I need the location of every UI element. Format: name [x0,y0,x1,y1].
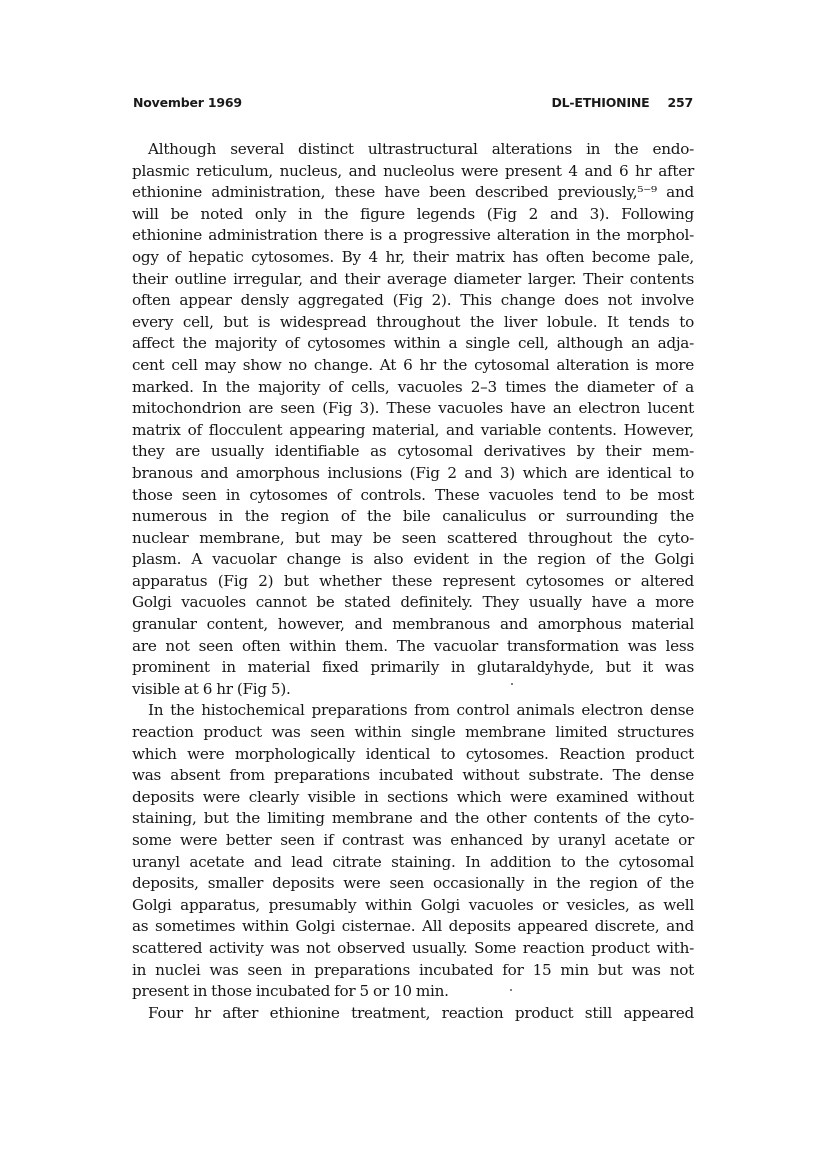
print-speck [511,683,513,685]
text-line: cent cell may show no change. At 6 hr the cytosomal alteration is more [132,355,694,374]
text-line: apparatus (Fig 2) but whether these represent cytosomes or altered [132,571,694,590]
text-line: numerous in the region of the bile canaliculus or surrounding the [132,507,694,526]
text-line: granular content, however, and membranous and amorphous material [132,615,694,634]
text-line: ogy of hepatic cytosomes. By 4 hr, their matrix has often become pale, [132,247,694,266]
text-line: every cell, but is widespread throughout the liver lobule. It tends to [132,312,694,331]
text-line: affect the majority of cytosomes within a single cell, although an adja- [132,334,694,353]
running-title-group [551,95,693,110]
text-line: Although several distinct ultrastructural alterations in the endo- [148,140,694,158]
text-line: was absent from preparations incubated without substrate. The dense [132,766,694,785]
text-line: as sometimes within Golgi cisternae. All deposits appeared discrete, and [132,917,694,936]
text-line: ethionine administration, these have been described previously,⁵⁻⁹ and [132,183,694,202]
running-title: DL-ETHIONINE [551,95,650,110]
text-line: their outline irregular, and their average diameter larger. Their contents [132,269,694,288]
text-line: reaction product was seen within single membrane limited structures [132,723,694,742]
text-line: uranyl acetate and lead citrate staining. In addition to the cytosomal [132,852,694,871]
text-line: branous and amorphous inclusions (Fig 2 and 3) which are identical to [132,463,694,482]
text-line: scattered activity was not observed usually. Some reaction product with- [132,938,694,957]
text-line: matrix of flocculent appearing material, and variable contents. However, [132,420,694,439]
text-line: plasm. A vacuolar change is also evident in the region of the Golgi [132,550,694,569]
text-line: Golgi apparatus, presumably within Golgi vacuoles or vesicles, as well [132,895,694,914]
text-line: often appear densly aggregated (Fig 2). This change does not involve [132,291,694,310]
text-line: deposits, smaller deposits were seen occasionally in the region of the [132,874,694,893]
text-line: visible at 6 hr (Fig 5). [132,679,291,698]
text-line: prominent in material fixed primarily in glutaraldyhyde, but it was [132,658,694,677]
text-line: nuclear membrane, but may be seen scattered throughout the cyto- [132,528,694,547]
text-line: Four hr after ethionine treatment, reaction product still appeared [148,1003,694,1022]
text-line: staining, but the limiting membrane and the other contents of the cyto- [132,809,694,828]
issue-date: November 1969 [133,95,242,110]
text-line: in nuclei was seen in preparations incubated for 15 min but was not [132,960,694,979]
text-line: some were better seen if contrast was enhanced by uranyl acetate or [132,831,694,849]
text-line: they are usually identifiable as cytosomal derivatives by their mem- [132,442,694,461]
page-number: 257 [667,95,693,110]
text-line: are not seen often within them. The vacuolar transformation was less [132,636,694,655]
text-line: Golgi vacuoles cannot be stated definitely. They usually have a more [132,593,694,612]
running-head [133,95,693,115]
text-line: marked. In the majority of cells, vacuoles 2–3 times the diameter of a [132,377,694,396]
print-speck [510,989,512,991]
article-body [132,139,694,1024]
text-line: deposits were clearly visible in sections which were examined without [132,787,694,806]
text-line: which were morphologically identical to cytosomes. Reaction product [132,744,694,763]
text-line: plasmic reticulum, nucleus, and nucleolus were present 4 and 6 hr after [132,161,694,180]
text-line: mitochondrion are seen (Fig 3). These vacuoles have an electron lucent [132,399,694,418]
text-line: ethionine administration there is a progressive alteration in the morphol- [132,226,694,245]
text-line: will be noted only in the figure legends (Fig 2 and 3). Following [132,204,694,223]
text-line: present in those incubated for 5 or 10 min. [132,982,449,1001]
text-line: those seen in cytosomes of controls. These vacuoles tend to be most [132,485,694,504]
text-line: In the histochemical preparations from control animals electron dense [148,701,694,720]
